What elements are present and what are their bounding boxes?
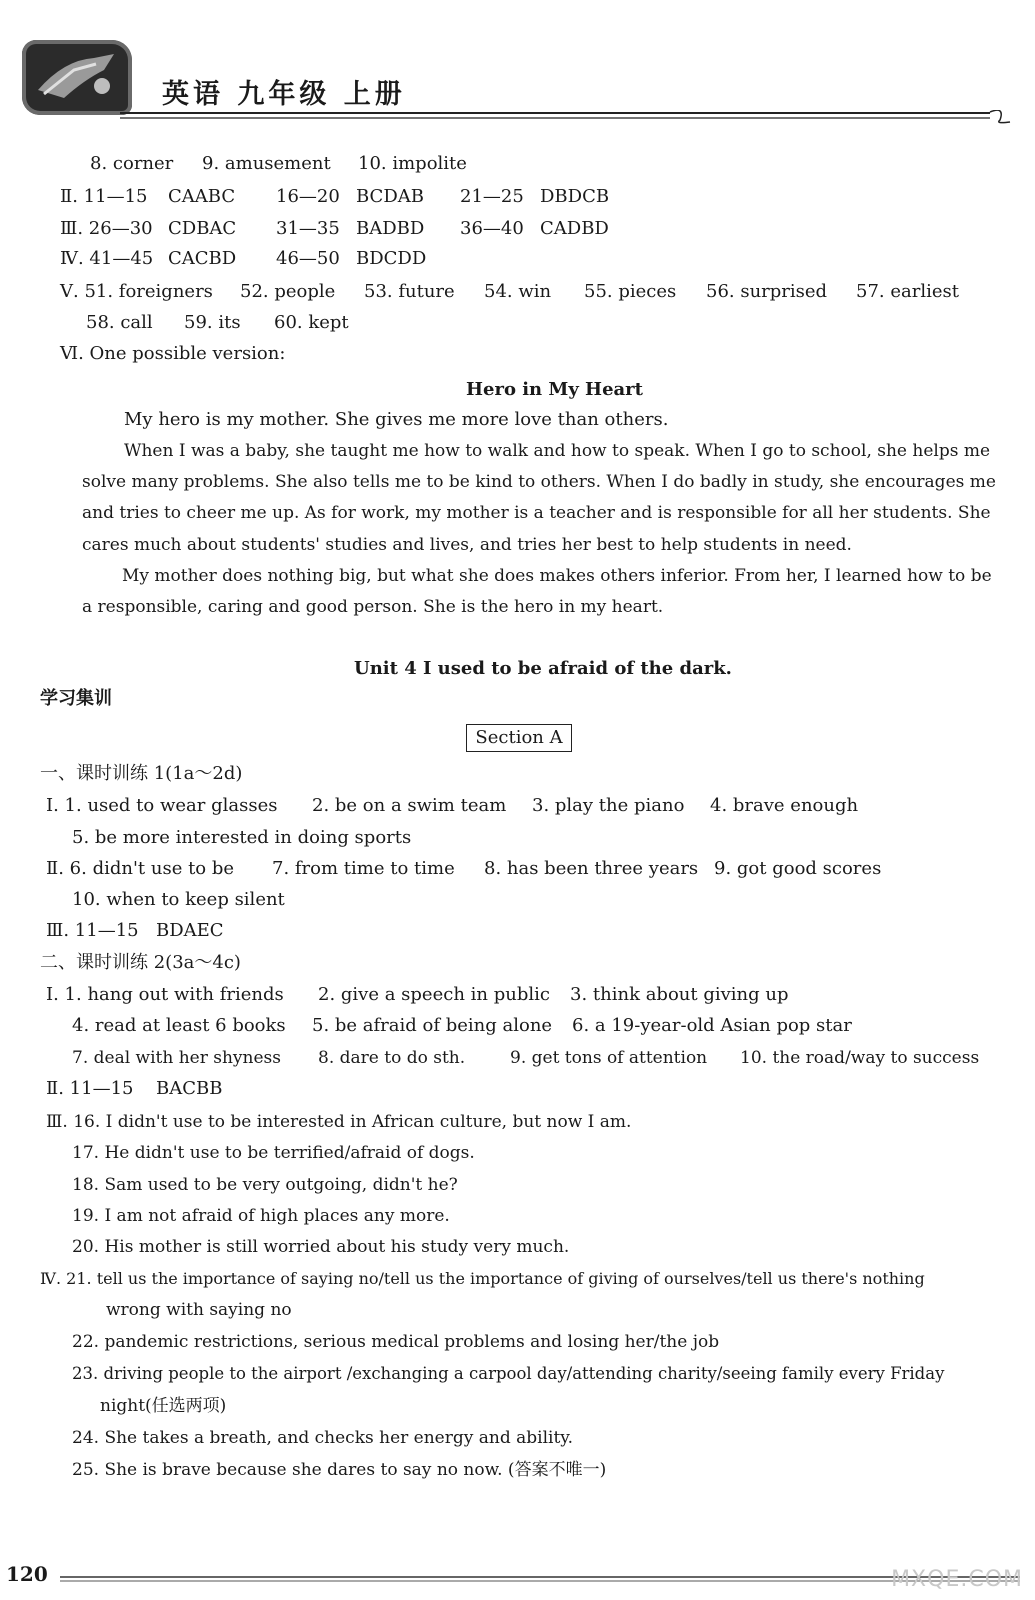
- answer-item: 8. has been three years: [484, 858, 699, 879]
- answer-item: 10. the road/way to success: [740, 1048, 980, 1068]
- answer-item: 6. a 19-year-old Asian pop star: [572, 1015, 852, 1036]
- answer-item: 4. brave enough: [710, 795, 859, 816]
- answer-item: Ⅱ. 6. didn't use to be: [46, 858, 235, 879]
- answer-item: 21—25: [460, 186, 524, 207]
- answer-item: Ⅳ. 21. tell us the importance of saying no/tell us the importance of giving of ourselves/tell us there's nothing: [40, 1269, 925, 1288]
- answer-item: Ⅱ. 11—15: [60, 186, 148, 207]
- answer-item: 18. Sam used to be very outgoing, didn't he?: [72, 1175, 458, 1195]
- answer-item: 10. impolite: [358, 153, 467, 174]
- answer-item: 2. give a speech in public: [318, 984, 550, 1005]
- study-heading: 学习集训: [40, 688, 112, 709]
- answer-item: 7. from time to time: [272, 858, 455, 879]
- header-title: 英语 九年级 上册: [162, 79, 406, 110]
- answer-item: 57. earliest: [856, 281, 959, 302]
- answer-item: 60. kept: [274, 312, 349, 333]
- answer-item: 46—50: [276, 248, 340, 269]
- answer-item: 8. dare to do sth.: [318, 1048, 466, 1068]
- answer-item: 25. She is brave because she dares to say no now. (答案不唯一): [72, 1460, 607, 1480]
- answer-item: 54. win: [484, 281, 552, 302]
- answer-item: 9. amusement: [202, 153, 331, 174]
- essay-line: and tries to cheer me up. As for work, my mother is a teacher and is responsible for all her students. She: [82, 503, 991, 523]
- essay-line: solve many problems. She also tells me to be kind to others. When I do badly in study, she encourages me: [82, 472, 996, 492]
- answer-item: 17. He didn't use to be terrified/afraid of dogs.: [72, 1143, 475, 1163]
- answer-item: 3. play the piano: [532, 795, 685, 816]
- answer-item: 55. pieces: [584, 281, 677, 302]
- answer-item: 5. be afraid of being alone: [312, 1015, 553, 1036]
- footer-rule: [60, 1575, 1020, 1583]
- answer-item: 4. read at least 6 books: [72, 1015, 286, 1036]
- answer-item: 7. deal with her shyness: [72, 1048, 281, 1068]
- book-logo-icon: [22, 40, 132, 115]
- answer-item: 2. be on a swim team: [312, 795, 507, 816]
- header-rule: [120, 110, 1015, 124]
- answer-item: Ⅰ. 1. used to wear glasses: [46, 795, 278, 816]
- answer-item: 9. get tons of attention: [510, 1048, 708, 1068]
- answer-item: 22. pandemic restrictions, serious medical problems and losing her/the job: [72, 1332, 720, 1352]
- answer-item: 5. be more interested in doing sports: [72, 827, 412, 848]
- answer-item: 23. driving people to the airport /exchanging a carpool day/attending charity/seeing family every Friday: [72, 1364, 945, 1383]
- essay-line: My mother does nothing big, but what she does makes others inferior. From her, I learned how to be: [122, 566, 992, 586]
- answer-item: 59. its: [184, 312, 241, 333]
- answer-item: Ⅲ. 16. I didn't use to be interested in African culture, but now I am.: [46, 1112, 632, 1132]
- subsection-heading: 一、课时训练 1(1a～2d): [40, 763, 243, 784]
- answer-item: 19. I am not afraid of high places any more.: [72, 1206, 450, 1226]
- answer-item: 3. think about giving up: [570, 984, 789, 1005]
- essay-line: My hero is my mother. She gives me more love than others.: [124, 409, 669, 430]
- answer-item: 20. His mother is still worried about his study very much.: [72, 1237, 570, 1257]
- answer-item: BDCDD: [356, 248, 427, 269]
- answer-item: DBDCB: [540, 186, 610, 207]
- answer-item: night(任选两项): [100, 1396, 227, 1416]
- section-label: Ⅵ. One possible version:: [60, 343, 286, 364]
- answer-item: BACBB: [156, 1078, 223, 1099]
- answer-item: 53. future: [364, 281, 455, 302]
- essay-line: cares much about students' studies and lives, and tries her best to help students in need.: [82, 535, 852, 555]
- answer-item: 9. got good scores: [714, 858, 882, 879]
- essay-line: a responsible, caring and good person. She is the hero in my heart.: [82, 597, 664, 617]
- answer-item: 8. corner: [90, 153, 174, 174]
- essay-title: Hero in My Heart: [466, 379, 643, 400]
- answer-item: Ⅰ. 1. hang out with friends: [46, 984, 284, 1005]
- answer-item: CAABC: [168, 186, 236, 207]
- answer-item: CACBD: [168, 248, 237, 269]
- page-header: [0, 0, 1035, 150]
- answer-item: BCDAB: [356, 186, 424, 207]
- essay-line: When I was a baby, she taught me how to walk and how to speak. When I go to school, she helps me: [124, 441, 991, 461]
- answer-item: Ⅲ. 26—30: [60, 218, 153, 239]
- answer-item: 36—40: [460, 218, 524, 239]
- subsection-heading: 二、课时训练 2(3a～4c): [40, 952, 241, 973]
- answer-item: 58. call: [86, 312, 153, 333]
- answer-item: BDAEC: [156, 920, 224, 941]
- answer-item: 31—35: [276, 218, 340, 239]
- answer-item: 16—20: [276, 186, 340, 207]
- answer-item: 52. people: [240, 281, 336, 302]
- answer-item: Ⅱ. 11—15: [46, 1078, 134, 1099]
- answer-item: 56. surprised: [706, 281, 828, 302]
- watermark: MXQE.COM: [891, 1567, 1023, 1592]
- page-number: 120: [6, 1562, 48, 1586]
- answer-item: 10. when to keep silent: [72, 889, 285, 910]
- answer-item: CDBAC: [168, 218, 237, 239]
- answer-item: BADBD: [356, 218, 425, 239]
- unit-title: Unit 4 I used to be afraid of the dark.: [354, 658, 732, 679]
- answer-item: Ⅲ. 11—15: [46, 920, 139, 941]
- answer-item: 24. She takes a breath, and checks her energy and ability.: [72, 1428, 574, 1448]
- answer-item: CADBD: [540, 218, 609, 239]
- answer-item: wrong with saying no: [106, 1300, 292, 1320]
- answer-item: Ⅴ. 51. foreigners: [60, 281, 213, 302]
- section-a-box: Section A: [466, 724, 572, 752]
- answer-item: Ⅳ. 41—45: [60, 248, 154, 269]
